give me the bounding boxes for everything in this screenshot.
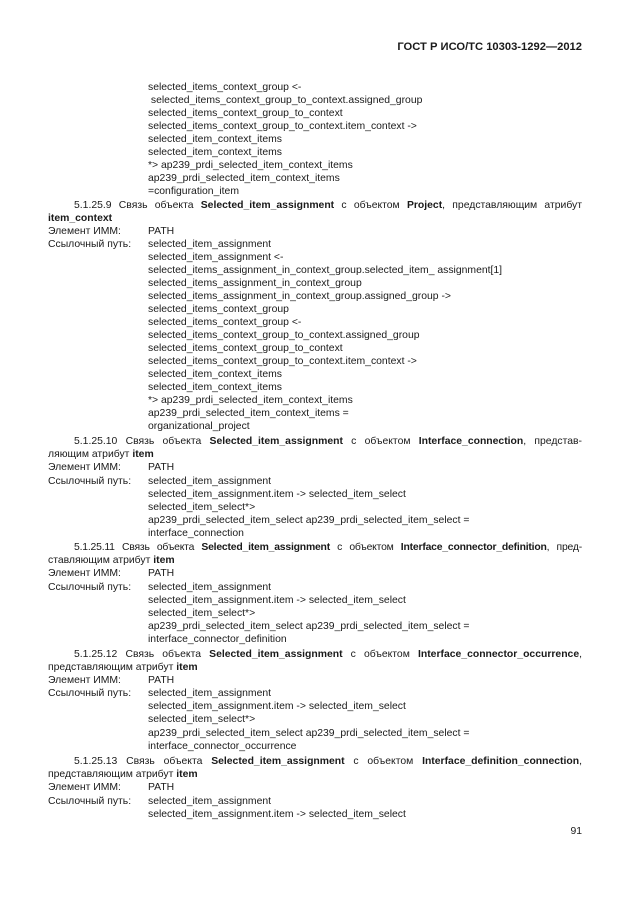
element-label: Элемент ИММ: [48,782,121,793]
path-line: selected_items_assignment_in_context_group [148,278,362,289]
path-line: selected_items_assignment_in_context_group.selected_item_ assignment[1] [148,265,503,276]
element-value: PATH [148,226,175,237]
path-line: *> ap239_prdi_selected_item_context_items [148,160,353,171]
page-number: 91 [570,826,582,837]
path-line: selected_items_context_group <- [148,317,302,328]
element-label: Элемент ИММ: [48,568,121,579]
section-heading: 5.1.25.11 Связь объекта Selected_item_assignment с объектом Interface_connector_definition, пред- [74,542,583,553]
path-line: selected_items_assignment_in_context_group.assigned_group -> [148,291,451,302]
path-line: selected_items_context_group_to_context.item_context -> [148,121,417,132]
section-heading-attribute: ставляющим атрибут item [48,555,175,566]
element-value: PATH [148,462,175,473]
path-line: selected_item_context_items [148,134,282,145]
element-label: Элемент ИММ: [48,462,121,473]
path-label: Ссылочный путь: [48,688,132,699]
element-label: Элемент ИММ: [48,226,121,237]
standard-header: ГОСТ Р ИСО/ТС 10303-1292—2012 [397,41,582,53]
path-line: *> ap239_prdi_selected_item_context_items [148,395,353,406]
path-line: selected_item_select*> [148,502,256,513]
path-line: selected_item_assignment [148,796,272,807]
section-heading-attribute: item_context [48,213,113,224]
path-line: selected_item_assignment.item -> selected_item_select [148,809,406,820]
path-line: selected_item_context_items [148,382,282,393]
path-line: selected_item_select*> [148,714,256,725]
path-line: selected_item_assignment [148,239,272,250]
path-line: ap239_prdi_selected_item_select ap239_prdi_selected_item_select = [148,515,470,526]
section-heading-attribute: представляющим атрибут item [48,662,198,673]
path-line: interface_connector_definition [148,634,287,645]
path-line: selected_items_context_group [148,304,289,315]
path-line: selected_item_assignment.item -> selected_item_select [148,595,406,606]
path-line: selected_item_assignment [148,582,272,593]
path-line: selected_item_assignment.item -> selected_item_select [148,701,406,712]
path-line: selected_item_assignment.item -> selected_item_select [148,489,406,500]
section-heading: 5.1.25.10 Связь объекта Selected_item_assignment с объектом Interface_connection, представ- [74,436,582,447]
path-line: =configuration_item [148,186,239,197]
path-line: selected_item_assignment [148,476,272,487]
path-line: selected_items_context_group_to_context.item_context -> [148,356,417,367]
path-line: ap239_prdi_selected_item_select ap239_prdi_selected_item_select = [148,728,470,739]
path-label: Ссылочный путь: [48,796,132,807]
path-line: selected_item_context_items [148,369,282,380]
section-heading-attribute: представляющим атрибут item [48,769,198,780]
path-line: interface_connection [148,528,244,539]
path-line: ap239_prdi_selected_item_context_items = [148,408,349,419]
path-line: selected_item_select*> [148,608,256,619]
path-label: Ссылочный путь: [48,239,132,250]
path-line: ap239_prdi_selected_item_context_items [148,173,340,184]
section-heading-attribute: ляющим атрибут item [48,449,154,460]
element-value: PATH [148,675,175,686]
path-line: selected_items_context_group_to_context.assigned_group [148,330,420,341]
path-line: selected_items_context_group_to_context [148,343,343,354]
section-heading: 5.1.25.12 Связь объекта Selected_item_assignment с объектом Interface_connector_occurrence, [74,649,582,660]
section-heading: 5.1.25.9 Связь объекта Selected_item_assignment с объектом Project, представляющим атрибут [74,200,582,211]
element-label: Элемент ИММ: [48,675,121,686]
path-line: selected_item_assignment <- [148,252,284,263]
path-line: ap239_prdi_selected_item_select ap239_prdi_selected_item_select = [148,621,470,632]
path-line: interface_connector_occurrence [148,741,297,752]
element-value: PATH [148,782,175,793]
path-line: selected_items_context_group <- [148,82,302,93]
path-label: Ссылочный путь: [48,476,132,487]
path-line: selected_items_context_group_to_context.assigned_group [148,95,423,106]
path-line: organizational_project [148,421,250,432]
element-value: PATH [148,568,175,579]
path-label: Ссылочный путь: [48,582,132,593]
path-line: selected_items_context_group_to_context [148,108,343,119]
path-line: selected_item_context_items [148,147,282,158]
path-line: selected_item_assignment [148,688,272,699]
section-heading: 5.1.25.13 Связь объекта Selected_item_assignment с объектом Interface_definition_connection, [74,756,582,767]
